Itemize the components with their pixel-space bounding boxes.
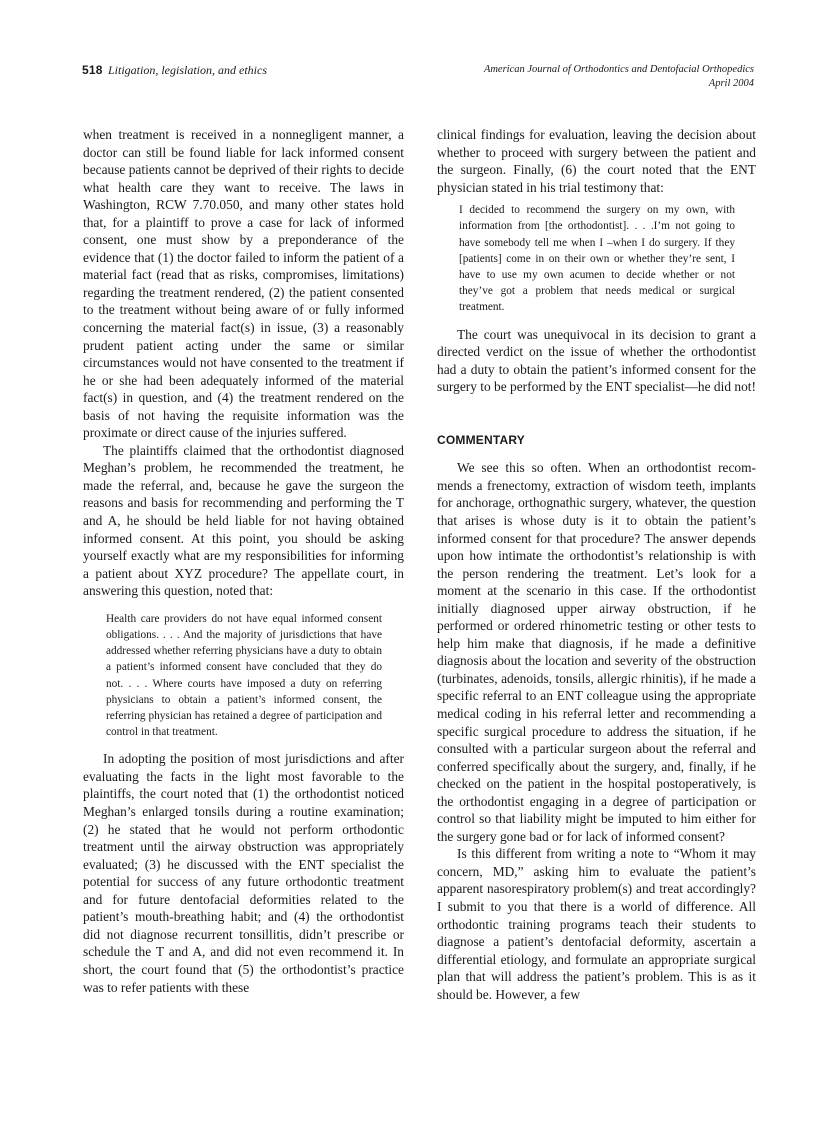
paragraph: Is this different from writing a note to “Whom it may concern, MD,” asking him to evaluate the patient’s apparent nasorespiratory problem(s) and treat accordingly? I submit to you that there is a world of difference. All orthodontic training programs teach their students to diagnose a patient’s dentofacial deformity, ascertain a differential etiology, and formulate an appropriate surgical plan that will address the patient’s problem. This is as it should be. However, a few xyxy=(437,846,756,1002)
paragraph: In adopting the position of most jurisdictions and after evaluating the facts in the light most favorable to the plaintiffs, the court noted that (1) the orthodontist noticed Meghan’s enlarged tonsils during a routine examination; (2) he stated that he would not perform orthodontic treatment until the airway obstruction was appropriately evaluated; (3) he discussed with the ENT specialist the potential for success of any future orthodontic treatment and for future dentofacial deformities related to the patient’s mouth-breathing habit; and (4) the orthodontist did not diagnose recurrent tonsillitis, didn’t prescribe or schedule the T and A, and did not even recommend it. In short, the court found that (5) the orthodontist’s practice was to refer patients with these xyxy=(83,751,404,995)
journal-name: American Journal of Orthodontics and Dentofacial Orthopedics xyxy=(483,64,754,75)
block-quote: Health care providers do not have equal informed consent obligations. . . . And the majority of jurisdictions that have addressed whether referring physicians have a duty to obtain a patient’s informed consent have concluded that they do not. . . . Where courts have imposed a duty on referring physicians to obtain a patient’s informed consent, the referring physician has retained a degree of participation and control in that treatment. xyxy=(106,612,382,739)
paragraph: when treatment is received in a nonnegligent manner, a doctor can still be found liable for lack informed consent because patients cannot be deprived of their rights to decide what health care they want to receive. The laws in Washington, RCW 7.70.050, and many other states hold that, for a plaintiff to prove a case for lack of informed consent, one must show by a preponderance of the evidence that (1) the doctor failed to inform the patient of a material fact (read that as risks, compromises, limitations) regarding the treatment rendered, (2) the patient consented to the treatment without being aware of or fully informed concerning the material fact(s) in issue, (3) a reasonably prudent patient acting under the same or similar circumstances would not have consented to the treatment if he or she had been adequately informed of the material fact(s) in question, and (4) the treatment rendered on the basis of not having the requisite information was the proximate or direct cause of the injuries suffered. xyxy=(83,127,404,441)
block-quote: I decided to recommend the surgery on my own, with information from [the orthodontist]. . . .I’m not going to have somebody tell me when I –when I do surgery. If they [patients] come in on their own or whether they’re sent, I have to use my own acumen to decide whether or not they’ve got a problem that needs medical or surgical treatment. xyxy=(459,204,735,314)
paragraph: The plaintiffs claimed that the orthodontist diagnosed Meghan’s problem, he recommended the treatment, he made the referral, and, because he gave the surgeon the reasons and basis for recommending and performing the T and A, he should be held liable for not having obtained informed consent. At this point, you should be asking yourself exactly what are my responsibilities for informing a patient about XYZ procedure? The appellate court, in answering this question, noted that: xyxy=(83,442,404,599)
paragraph: We see this so often. When an orthodontist recommends a frenectomy, extraction of wisdom teeth, implants for anchorage, orthognathic surgery, whatever, the question that arises is whose duty is it to obtain the patient’s informed consent for that procedure? The answer depends upon how intimate the orthodontist’s relationship is with the person rendering the treatment. Let’s look for a moment at the scenario in this case. If the orthodontist initially diagnosed upper airway obstruction, if he performed or ordered rhinometric testing or other tests to help him make that diagnosis, if he made a definitive diagnosis about the location and severity of the obstruction (turbinates, adenoids, tonsils, allergic rhinitis), if he made a specific referral to an ENT colleague using the appropriate medical coding in his referral letter and recommending a specific surgical procedure to address the situation, if he consulted with a particular surgeon about the referral and conferred specifically about the surgery, and, finally, if he checked on the patient in the hospital postoperatively, is the orthodontist engaging in a degree of participation or control so that liability might be imputed to him either for the surgery gone bad or for lack of informed consent? xyxy=(437,460,756,844)
paragraph: clinical findings for evaluation, leaving the decision about whether to proceed with surgery between the patient and the surgeon. Finally, (6) the court noted that the ENT physician stated in his trial testimony that: xyxy=(437,127,756,195)
issue-date: April 2004 xyxy=(708,78,754,89)
right-column xyxy=(437,126,756,1003)
section-title: Litigation, legislation, and ethics xyxy=(108,63,267,77)
page-number: 518 xyxy=(82,63,103,77)
section-heading: COMMENTARY xyxy=(437,432,525,447)
left-column xyxy=(83,126,404,996)
paragraph: The court was unequivocal in its decision to grant a directed verdict on the issue of whether the orthodontist had a duty to obtain the patient’s informed consent for the surgery to be performed by the ENT specialist—he did not! xyxy=(437,326,756,395)
running-header xyxy=(82,63,754,95)
journal-info xyxy=(484,63,754,91)
